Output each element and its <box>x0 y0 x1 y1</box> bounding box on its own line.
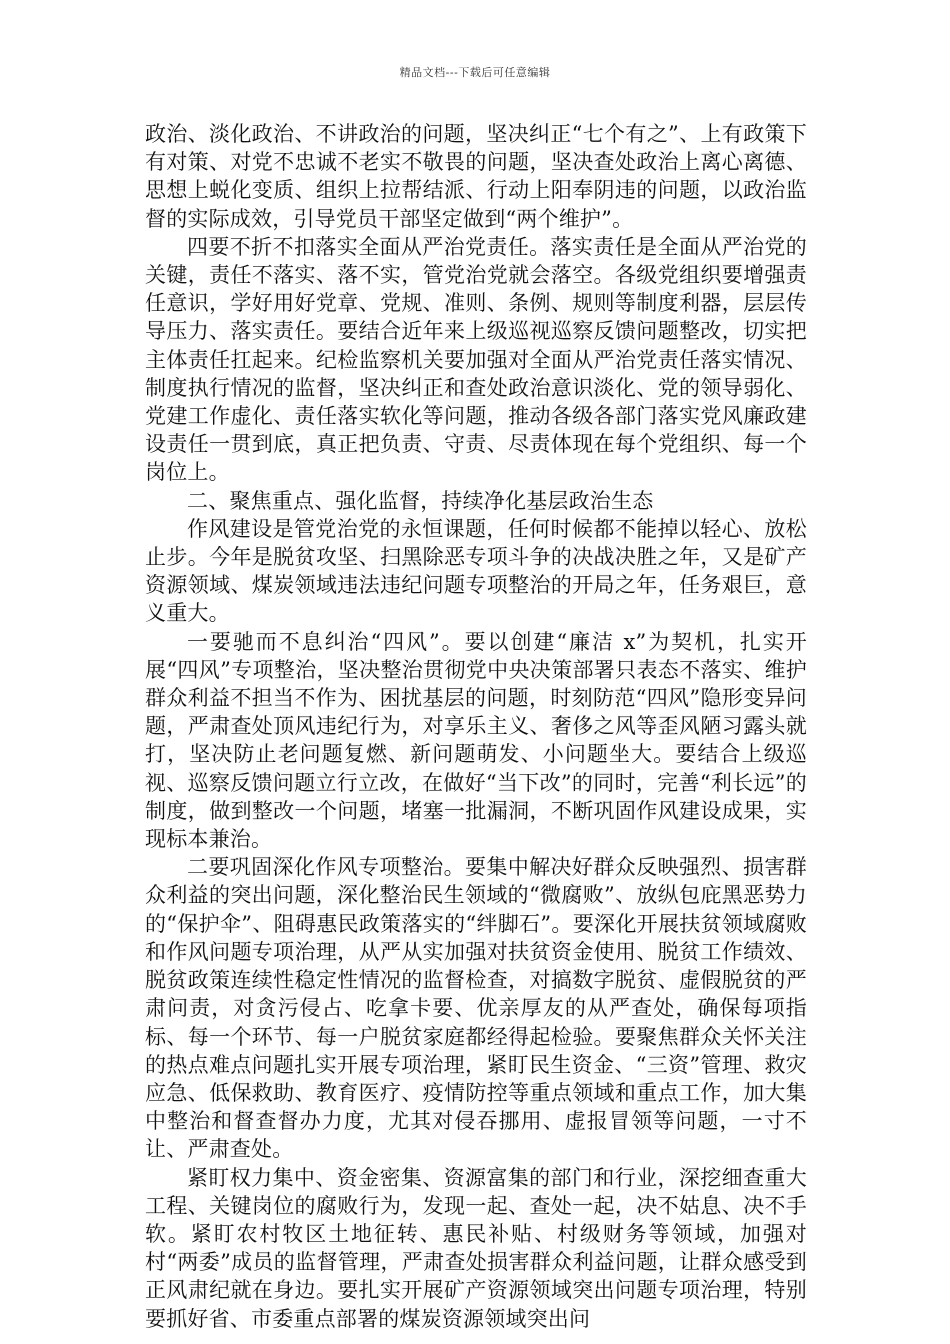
paragraph-2: 四要不折不扣落实全面从严治党责任。落实责任是全面从严治党的关键，责任不落实、落不实，管党治党就会落空。各级党组织要增强责任意识，学好用好党章、党规、准则、条例、规则等制度利器，层层传导压力、落实责任。要结合近年来上级巡视巡察反馈问题整改，切实把主体责任扛起来。纪检监察机关要加强对全面从严治党责任落实情况、制度执行情况的监督，坚决纠正和查处政治意识淡化、党的领导弱化、党建工作虚化、责任落实软化等问题，推动各级各部门落实党风廉政建设责任一贯到底，真正把负责、守责、尽责体现在每个党组织、每一个岗位上。 <box>145 234 807 485</box>
section-heading: 二、聚焦重点、强化监督，持续净化基层政治生态 <box>187 488 654 513</box>
paragraph-6: 紧盯权力集中、资金密集、资源富集的部门和行业，深挖细查重大工程、关键岗位的腐败行为，发现一起、查处一起，决不姑息、决不手软。紧盯农村牧区土地征转、惠民补贴、村级财务等领域，加强对村“两委”成员的监督管理，严肃查处损害群众利益问题，让群众感受到正风肃纪就在身边。要扎实开展矿产资源领域突出问题专项治理，特别要抓好省、市委重点部署的煤炭资源领域突出问 <box>145 1165 807 1331</box>
document-body <box>145 120 807 1333</box>
paragraph-5: 二要巩固深化作风专项整治。要集中解决好群众反映强烈、损害群众利益的突出问题，深化整治民生领域的“微腐败”、放纵包庇黑恶势力的“保护伞”、阻碍惠民政策落实的“绊脚石”。要深化开展扶贫领域腐败和作风问题专项治理，从严从实加强对扶贫资金使用、脱贫工作绩效、脱贫政策连续性稳定性情况的监督检查，对搞数字脱贫、虚假脱贫的严肃问责，对贪污侵占、吃拿卡要、优亲厚友的从严查处，确保每项指标、每一个环节、每一户脱贫家庭都经得起检验。要聚焦群众关怀关注的热点难点问题扎实开展专项治理，紧盯民生资金、“三资”管理、救灾应急、低保救助、教育医疗、疫情防控等重点领域和重点工作，加大集中整治和督查督办力度，尤其对侵吞挪用、虚报冒领等问题，一寸不让、严肃查处。 <box>145 855 807 1162</box>
paragraph-3: 作风建设是管党治党的永恒课题，任何时候都不能掉以轻心、放松止步。今年是脱贫攻坚、扫黑除恶专项斗争的决战决胜之年，又是矿产资源领域、煤炭领域违法违纪问题专项整治的开局之年，任务艰巨，意义重大。 <box>145 516 807 626</box>
paragraph-1: 政治、淡化政治、不讲政治的问题，坚决纠正“七个有之”、上有政策下有对策、对党不忠诚不老实不敬畏的问题，坚决查处政治上离心离德、思想上蜕化变质、组织上拉帮结派、行动上阳奉阴违的问题，以政治监督的实际成效，引导党员干部坚定做到“两个维护”。 <box>145 122 807 231</box>
paragraph-4: 一要驰而不息纠治“四风”。要以创建“廉洁 x”为契机，扎实开展“四风”专项整治，坚决整治贯彻党中央决策部署只表态不落实、维护群众利益不担当不作为、困扰基层的问题，时刻防范“四风”隐形变异问题，严肃查处顶风违纪行为，对享乐主义、奢侈之风等歪风陋习露头就打，坚决防止老问题复燃、新问题萌发、小问题坐大。要结合上级巡视、巡察反馈问题立行立改，在做好“当下改”的同时，完善“利长远”的制度，做到整改一个问题，堵塞一批漏洞，不断巩固作风建设成果，实现标本兼治。 <box>145 629 807 852</box>
page-header: 精品文档---下载后可任意编辑 <box>399 66 551 79</box>
